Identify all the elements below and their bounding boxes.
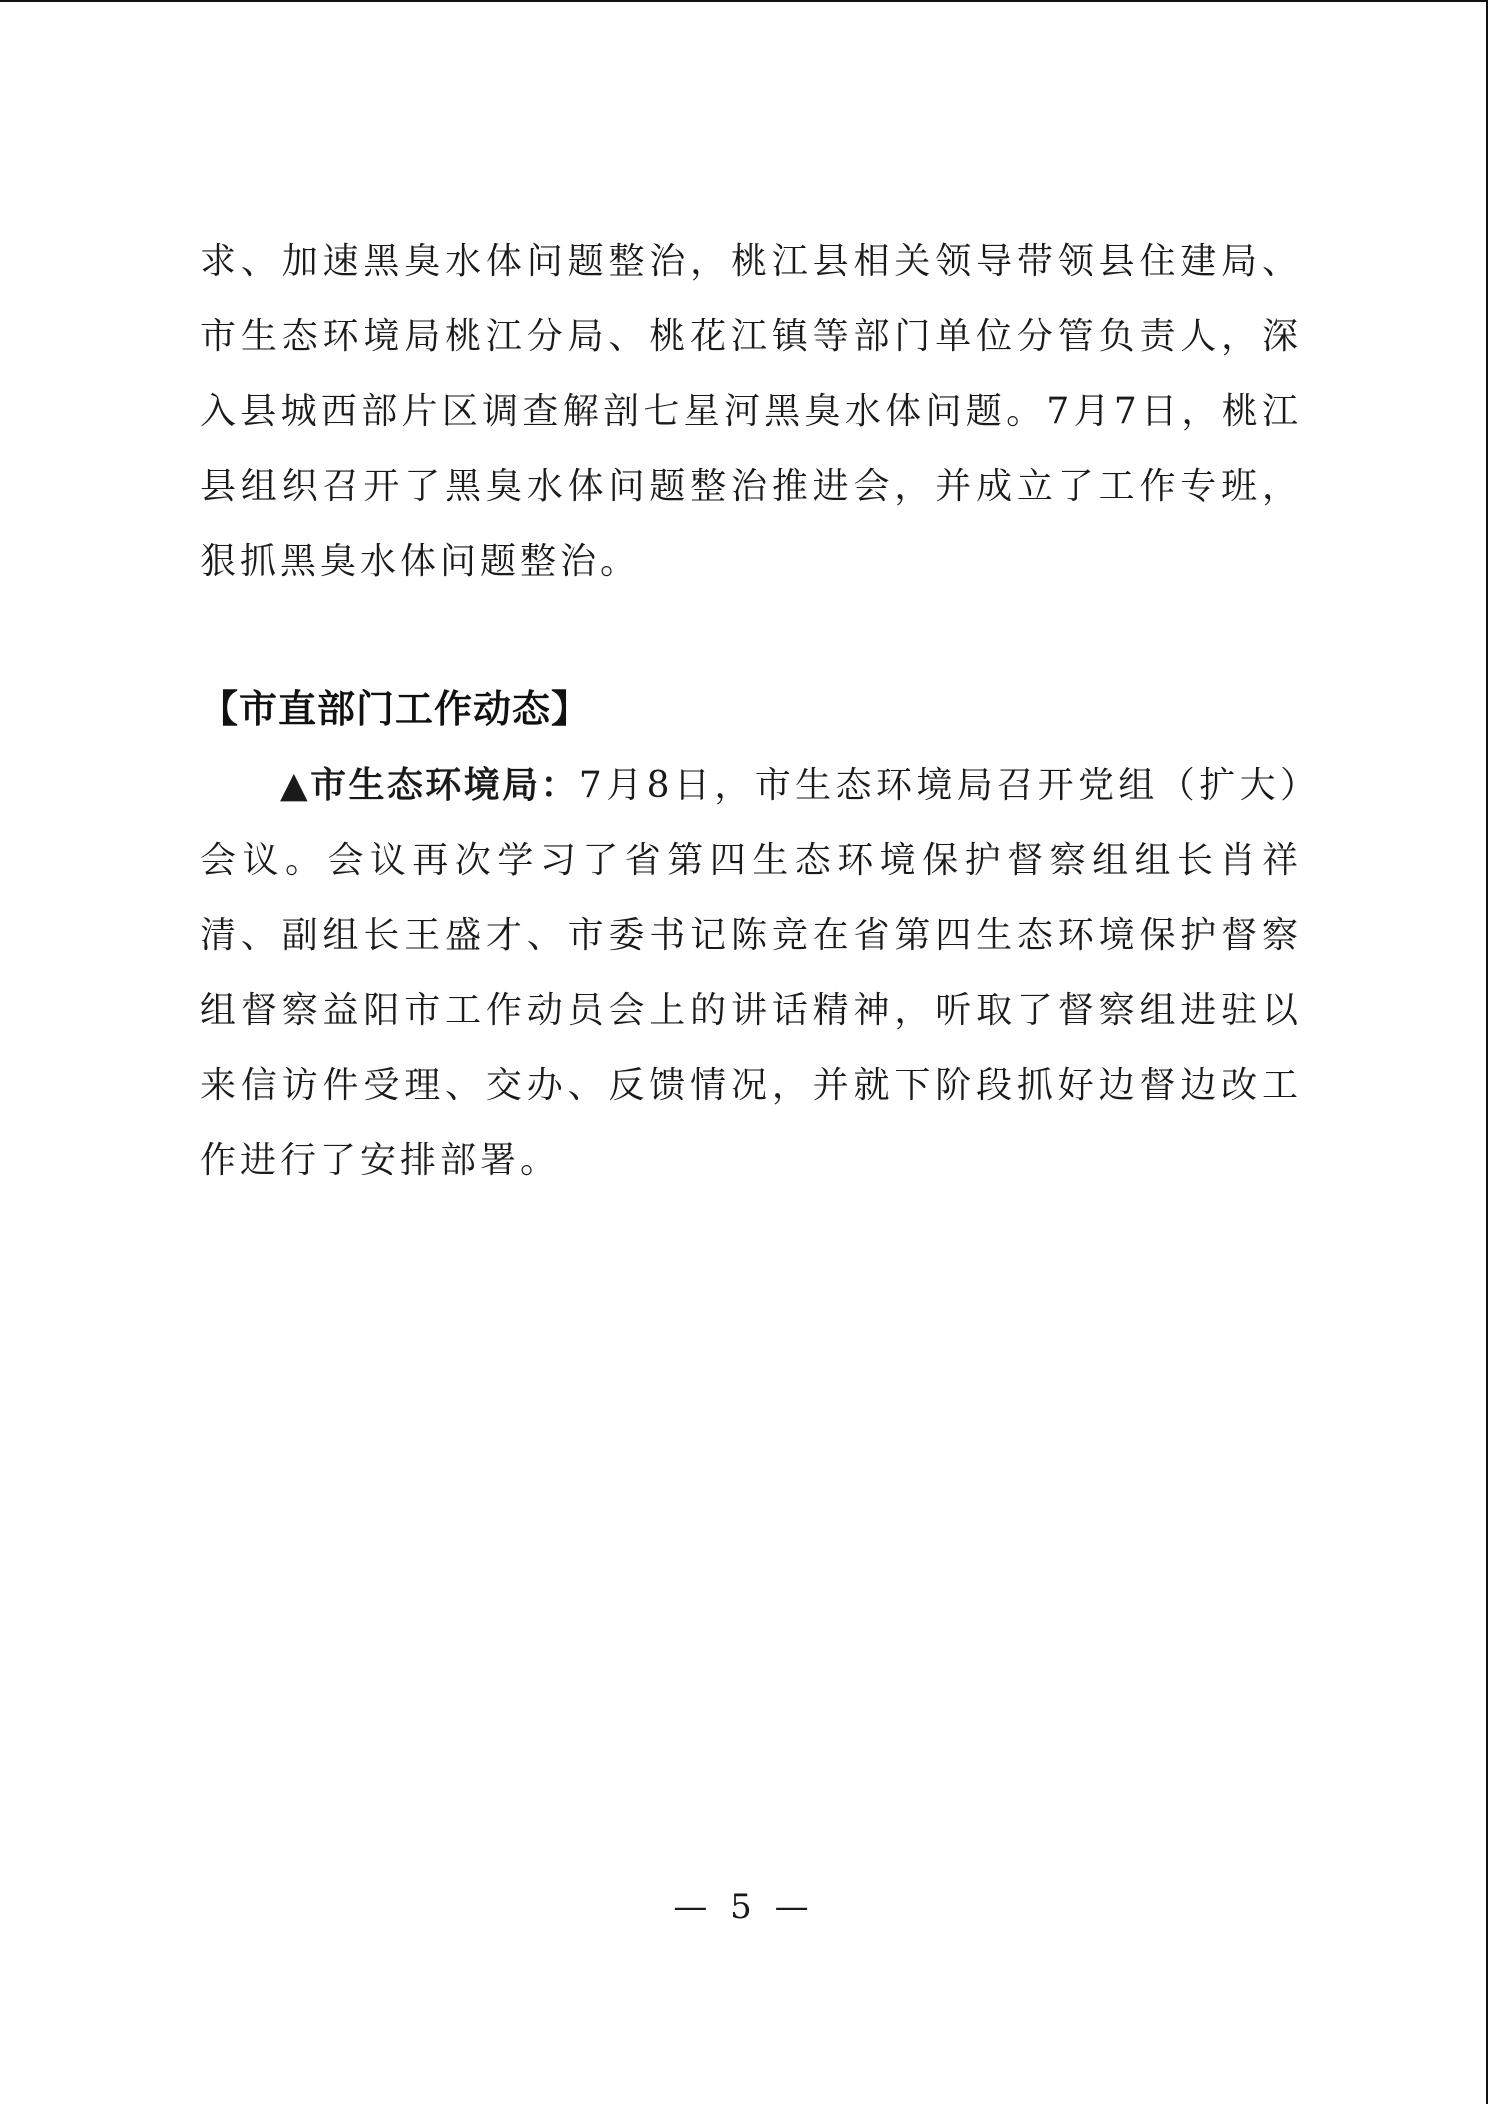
body-paragraph-continuation: 求、加速黑臭水体问题整治，桃江县相关领导带领县住建局、市生态环境局桃江分局、桃花江镇等部门单位分管负责人，深入县城西部片区调查解剖七星河黑臭水体问题。7月7日，桃江县组织召开了黑臭水体问题整治推进会，并成立了工作专班，狠抓黑臭水体问题整治。	[200, 241, 1302, 582]
item-body-text: 7月8日，市生态环境局召开党组（扩大）会议。会议再次学习了省第四生态环境保护督察组组长肖祥清、副组长王盛才、市委书记陈竞在省第四生态环境保护督察组督察益阳市工作动员会上的讲话精神，听取了督察组进驻以来信访件受理、交办、反馈情况，并就下阶段抓好边督边改工作进行了安排部署。	[200, 765, 1302, 1181]
body-paragraph-item	[200, 748, 1302, 1198]
item-lead-label: ▲市生态环境局：	[280, 765, 579, 806]
section-heading: 【市直部门工作动态】	[200, 687, 591, 731]
page-number: — 5 —	[673, 1887, 815, 1927]
